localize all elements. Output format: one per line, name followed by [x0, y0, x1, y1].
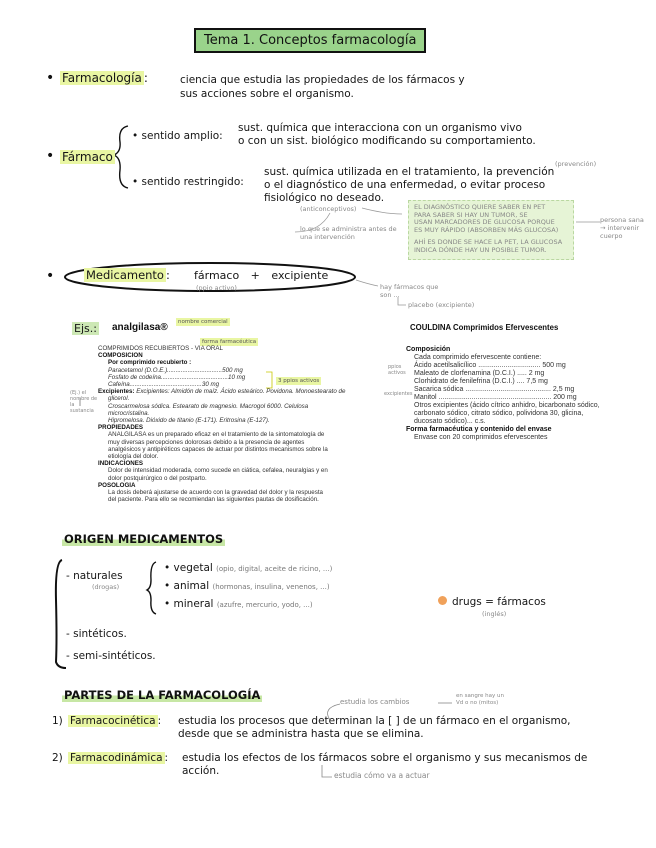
farmaco-term: Fármaco [62, 150, 113, 164]
parte-1-number: 1) [52, 715, 63, 727]
page-title [194, 28, 426, 53]
note-administra: lo que se administra antes de una intervención [300, 225, 397, 241]
restringido-def-2: o el diagnóstico de una enfermedad, o evitar proceso [264, 179, 546, 191]
analgilasa-brand: analgilasa® [112, 322, 168, 333]
analgilasa-leaflet: COMPRIMIDOS RECUBIERTOS - VIA ORAL COMPOSICION Por comprimido recubierto : Paracetamol (D.O.E.)................................500 mg Fosfato de codeína.......................................10 mg Cafeína..........................................30 mg Excipientes: Excipientes: Almidón de maíz. Ácido esteárico. Povidona. Monoestearato de glicerol. Croscarmelosa sódica. Estearato de magnesio. Macrogol 6000. Celulosa microcristalina. Hipromelosa. Dióxido de titanio (E-171). Eritrosina (E-127). PROPIEDADES ANALGILASA es un preparado eficaz en el tratamiento de la sintomatología de muy diversas percepciones dolorosas debido a la presencia de agentes analgésicos y antipiréticos capaces de actuar por distintos mecanismos sobre la etiología del dolor. INDICACIONES Dolor de intensidad moderada, como sucede en ciática, cefalea, neuralgias y en dolor postquirúrgico o del postparto. POSOLOGIA La dosis deberá ajustarse de acuerdo con la gravedad del dolor y la respuesta del paciente. Para ello se recomiendan las siguientes pautas de dosificación. [98, 345, 346, 504]
origen-vegetal: • vegetal (opio, digital, aceite de ricino, ...) [164, 562, 333, 574]
origen-naturales-note: (drogas) [92, 583, 120, 591]
parte-2-def-1: estudia los efectos de los fármacos sobre el organismo y sus mecanismos de [182, 752, 588, 764]
couldina-leaflet: Composición Cada comprimido efervescente contiene: Ácido acetilsalicílico ................................ 500 mg Maleato de clorfenamina (D.C.I.) ..... 2 mg Clorhidrato de fenilefrina (D.C.I.) .... 7,5 mg Sacarica sódica ............................................ 2,5 mg Manitol .......................................................... 200 mg Otros excipientes (ácido cítrico anhidro, bicarbonato sódico, carbonato sódico, citrato sódico, polividona 30, glicina, ducosato sódico)... c.s. Forma farmacéutica y contenido del envase Envase con 20 comprimidos efervescentes [406, 346, 600, 441]
origen-heading: ORIGEN MEDICAMENTOS [64, 532, 224, 546]
amplio-def-1: sust. química que interacciona con un organismo vivo [238, 122, 522, 134]
origen-animal: • animal (hormonas, insulina, venenos, ...) [164, 580, 330, 592]
parte-1-term: Farmacocinética : [70, 715, 162, 727]
note-ppio-activo: (ppio activo) [196, 284, 237, 292]
farmacologia-def-2: sus acciones sobre el organismo. [180, 88, 354, 100]
origen-mineral: • mineral (azufre, mercurio, yodo, ...) [164, 598, 313, 610]
parte-1-def-1: estudia los procesos que determinan la [ ] de un fármaco en el organismo, [178, 715, 571, 727]
parte-2-term: Farmacodinámica : [70, 752, 169, 764]
note-cambios-2: en sangre hay un Vd o no (mitos) [456, 693, 504, 706]
amplio-label: • sentido amplio: [132, 130, 223, 142]
medicamento-formula: fármaco + excipiente [194, 269, 329, 282]
annot-3-ppios: 3 ppios activos [278, 378, 320, 384]
farmacologia-term: Farmacología : [62, 71, 148, 85]
annot-couldina-ppios: ppios activos [388, 364, 406, 376]
restringido-label: • sentido restringido: [132, 176, 244, 188]
parte-2-number: 2) [52, 752, 63, 764]
note-placebo: placebo (excipiente) [408, 301, 475, 309]
partes-heading: PARTES DE LA FARMACOLOGÍA [64, 688, 261, 702]
origen-semi: - semi-sintéticos. [66, 650, 156, 662]
note-box-diagnostico: EL DIAGNÓSTICO QUIERE SABER EN PET PARA SABER SI HAY UN TUMOR, SE USAN MARCADORES DE GLUCOSA PORQUE ES MUY RÁPIDO (ABSORBEN MÁS GLUCOSA) AHÍ ES DONDE SE HACE LA PET, LA GLUCOSA INDICA DÓNDE HAY UN POSIBLE TUMOR. [408, 200, 574, 260]
origen-sinteticos: - sintéticos. [66, 628, 127, 640]
parte-2-def-2: acción. [182, 765, 220, 777]
star-doodle-icon [438, 596, 447, 605]
bullet-dot: • [46, 70, 55, 86]
note-anticonceptivos: (anticonceptivos) [300, 205, 357, 213]
parte-1-def-2: desde que se administra hasta que se elimina. [178, 728, 424, 740]
annot-nombre-comercial: nombre comercial [178, 319, 228, 325]
annot-forma-farmaceutica: forma farmacéutica [202, 339, 257, 345]
medicamento-term: Medicamento : [86, 268, 170, 282]
farmacologia-def-1: ciencia que estudia las propiedades de los fármacos y [180, 74, 465, 86]
couldina-title: COULDINA Comprimidos Efervescentes [410, 323, 559, 332]
annot-couldina-excipientes: excipientes [384, 391, 413, 397]
bullet-dot: • [46, 148, 55, 164]
drugs-note: drugs = fármacos [452, 596, 546, 608]
amplio-def-2: o con un sist. biológico modificando su comportamiento. [238, 135, 536, 147]
drugs-note-sub: (inglés) [482, 610, 507, 618]
title-text: Tema 1. Conceptos farmacología [204, 33, 417, 48]
note-hay-farmacos: hay fármacos que son ... [380, 283, 439, 299]
ejs-label: Ejs.: [74, 322, 97, 335]
restringido-def-3: fisiológico no deseado. [264, 192, 385, 204]
restringido-def-1: sust. química utilizada en el tratamiento, la prevención [264, 166, 555, 178]
note-prevencion: (prevención) [555, 160, 597, 168]
note-estudia-como: estudia cómo va a actuar [334, 771, 430, 780]
bullet-dot: • [46, 268, 55, 284]
note-persona-sana: persona sana → intervenir cuerpo [600, 216, 644, 240]
annot-left: (Ej.) el nombre de la sustancia [70, 390, 98, 414]
note-cambios: estudia los cambios [340, 698, 410, 706]
origen-naturales: - naturales [66, 570, 123, 582]
